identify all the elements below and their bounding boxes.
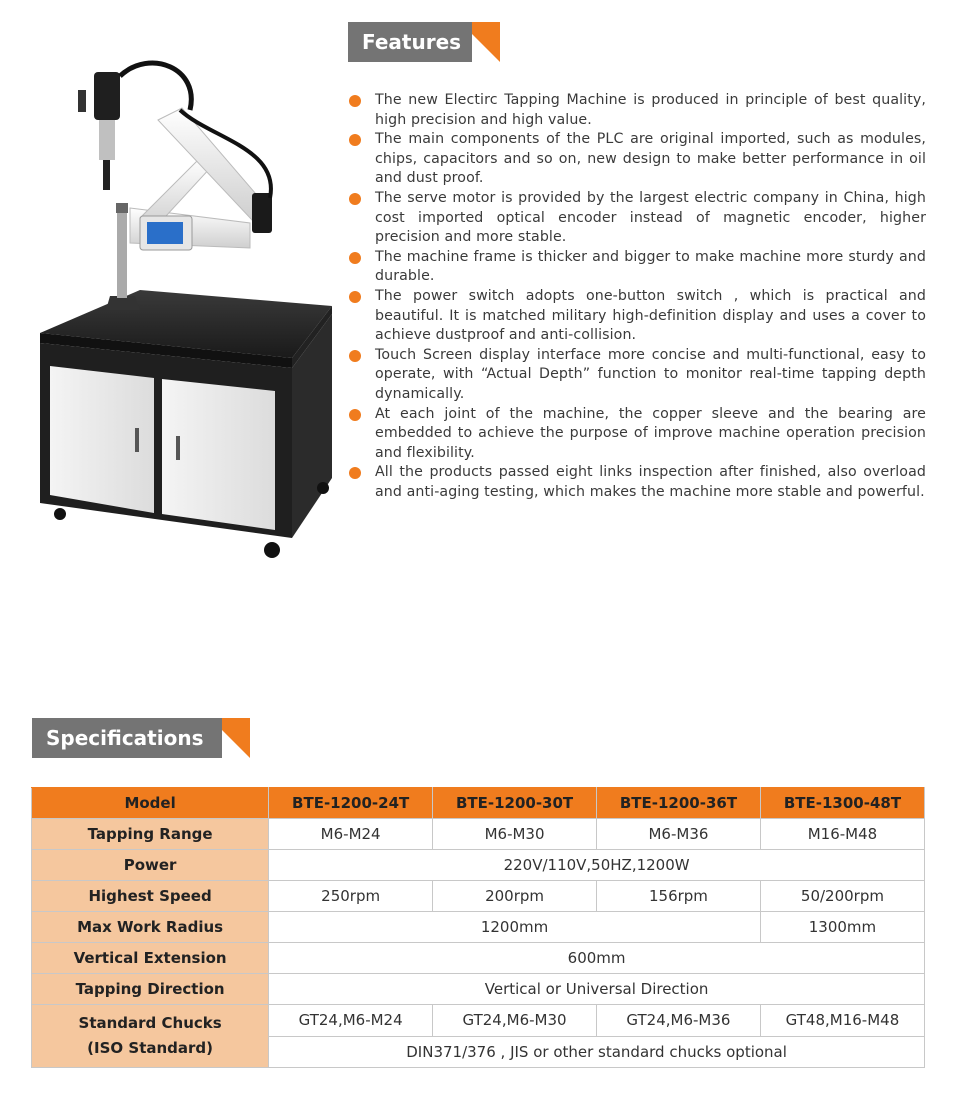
model-name: BTE-1200-36T — [597, 788, 761, 819]
feature-text: The power switch adopts one-button switch , which is practical and beautiful. It is matched military high-definition display and uses a cover to achieve dustproof and anti-collision. — [375, 287, 926, 344]
bullet-icon — [349, 193, 361, 205]
bullet-icon — [349, 409, 361, 421]
feature-text: The machine frame is thicker and bigger to make machine more sturdy and durable. — [375, 248, 926, 285]
table-cell: 600mm — [269, 943, 925, 974]
table-cell: 250rpm — [269, 881, 433, 912]
row-label: Tapping Range — [32, 819, 269, 850]
bullet-icon — [349, 252, 361, 264]
tapping-machine-image — [30, 48, 348, 568]
bullet-icon — [349, 134, 361, 146]
table-cell: 200rpm — [433, 881, 597, 912]
feature-text: The main components of the PLC are original imported, such as modules, chips, capacitors and so on, new design to make better performance in oil and dust proof. — [375, 131, 926, 187]
table-cell: GT24,M6-M30 — [433, 1005, 597, 1037]
model-name: BTE-1200-24T — [269, 788, 433, 819]
feature-item — [349, 91, 926, 130]
specifications-heading — [32, 718, 250, 758]
table-cell: M6-M36 — [597, 819, 761, 850]
table-row — [32, 943, 925, 974]
model-name: BTE-1300-48T — [760, 788, 924, 819]
feature-text: All the products passed eight links inspection after finished, also overload and anti-aging testing, which makes the machine more stable and powerful. — [375, 464, 926, 500]
table-header-row — [32, 788, 925, 819]
row-label: Tapping Direction — [32, 974, 269, 1005]
feature-item — [349, 346, 926, 405]
row-label — [32, 1005, 269, 1068]
features-heading — [348, 22, 500, 62]
bullet-icon — [349, 95, 361, 107]
feature-text: At each joint of the machine, the copper sleeve and the bearing are embedded to achieve the purpose of improve machine operation precision and flexibility. — [375, 405, 926, 461]
table-cell: GT24,M6-M36 — [597, 1005, 761, 1037]
table-cell: M16-M48 — [760, 819, 924, 850]
table-row — [32, 912, 925, 943]
bullet-icon — [349, 291, 361, 303]
table-cell: 220V/110V,50HZ,1200W — [269, 850, 925, 881]
model-name: BTE-1200-30T — [433, 788, 597, 819]
table-row — [32, 819, 925, 850]
table-row — [32, 850, 925, 881]
feature-item — [349, 189, 926, 248]
specifications-table — [31, 787, 925, 1068]
feature-text: The serve motor is provided by the largest electric company in China, high cost imported optical encoder instead of magnetic encoder, higher precision and more stable. — [375, 189, 926, 246]
feature-item — [349, 463, 926, 502]
table-cell: M6-M24 — [269, 819, 433, 850]
row-label-subtext: (ISO Standard) — [87, 1039, 214, 1057]
table-cell: M6-M30 — [433, 819, 597, 850]
feature-item — [349, 287, 926, 346]
table-cell: 1300mm — [760, 912, 924, 943]
table-cell: 1200mm — [269, 912, 761, 943]
feature-text: The new Electirc Tapping Machine is produced in principle of best quality, high precision and high value. — [375, 92, 926, 128]
features-list — [349, 91, 926, 502]
row-label: Power — [32, 850, 269, 881]
feature-item — [349, 248, 926, 287]
table-cell: 156rpm — [597, 881, 761, 912]
table-cell: 50/200rpm — [760, 881, 924, 912]
table-cell: DIN371/376 , JIS or other standard chucks optional — [269, 1036, 925, 1068]
specifications-heading-text: Specifications — [32, 718, 222, 758]
features-heading-text: Features — [348, 22, 472, 62]
table-row — [32, 1005, 925, 1037]
table-row — [32, 881, 925, 912]
feature-item — [349, 130, 926, 189]
row-label: Vertical Extension — [32, 943, 269, 974]
row-label-text: Standard Chucks — [78, 1014, 222, 1032]
model-header: Model — [32, 788, 269, 819]
table-row — [32, 974, 925, 1005]
bullet-icon — [349, 467, 361, 479]
table-cell: Vertical or Universal Direction — [269, 974, 925, 1005]
row-label: Highest Speed — [32, 881, 269, 912]
row-label: Max Work Radius — [32, 912, 269, 943]
table-cell: GT48,M16-M48 — [760, 1005, 924, 1037]
feature-text: Touch Screen display interface more concise and multi-functional, easy to operate, with “Actual Depth” function to monitor real-time tapping depth dynamically. — [375, 346, 926, 402]
feature-item — [349, 405, 926, 464]
bullet-icon — [349, 350, 361, 362]
table-cell: GT24,M6-M24 — [269, 1005, 433, 1037]
